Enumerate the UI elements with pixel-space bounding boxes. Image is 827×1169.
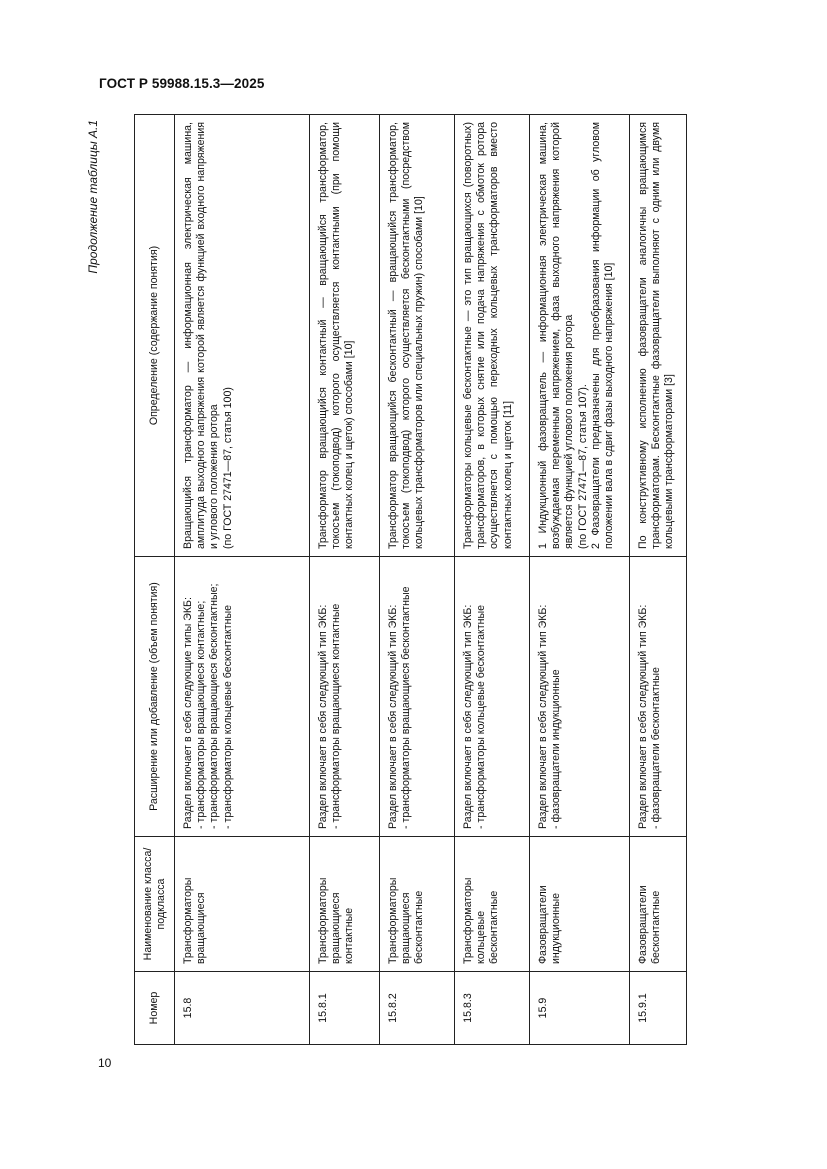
table-header-row — [135, 115, 175, 1045]
definition-line: Трансформатор вращающийся бесконтактный — вращающийся трансформатор, токосъем (токоподвод) которого осуществляется бесконтактными (посредством кольцевых трансформаторов или специальных пружин) способами [10] — [387, 122, 426, 549]
definition-line: Трансформаторы кольцевые бесконтактные — это тип вращающихся (поворотных) трансформаторов, в которых снятие или подача напряжения с обмоток ротора осуществляется с помощью переходных кольцевых трансформаторов вместо контактных колец и щеток [11] — [462, 122, 514, 549]
extension-line: Раздел включает в себя следующий тип ЭКБ: — [462, 604, 474, 829]
table-row — [630, 115, 687, 1045]
table-caption-wrapper — [84, 120, 103, 1050]
extension-line: - трансформаторы вращающиеся контактные; — [195, 600, 208, 829]
definition-line: (по ГОСТ 27471—87, статья 100) — [221, 387, 234, 549]
row-extension — [630, 557, 687, 837]
row-extension — [310, 557, 380, 837]
row-name: Трансформаторы вращающиеся бесконтактные — [380, 837, 455, 972]
extension-line: - трансформаторы вращающиеся бесконтактные; — [208, 583, 221, 829]
definition-line: 1 Индукционный фазовращатель — информационная электрическая машина, возбуждаемая переменным напряжением, фаза выходного напряжения которой является функцией углового положения ротора — [537, 122, 576, 549]
row-number: 15.9.1 — [630, 972, 687, 1045]
column-header-name: Наименование класса/ подкласса — [135, 837, 175, 972]
row-definition — [380, 115, 455, 557]
page-number: 10 — [98, 1056, 112, 1070]
table-row — [175, 115, 310, 1045]
row-number: 15.8.1 — [310, 972, 380, 1045]
document-title: ГОСТ Р 59988.15.3—2025 — [99, 76, 265, 91]
extension-line: - трансформаторы вращающиеся контактные — [330, 603, 343, 829]
column-header-number: Номер — [135, 972, 175, 1045]
row-name: Трансформаторы вращающиеся контактные — [310, 837, 380, 972]
row-number: 15.9 — [530, 972, 630, 1045]
column-header-definition: Определение (содержание понятия) — [135, 115, 175, 557]
extension-line: - фазовращатели индукционные — [550, 669, 563, 829]
column-header-extension: Расширение или добавление (объем понятия) — [135, 557, 175, 837]
table-row — [310, 115, 380, 1045]
definition-line: По конструктивному исполнению фазовращатели аналогичны вращающимся трансформаторам. Бесконтактные фазовращатели выполняют с одним или двумя кольцевыми трансформаторами [3] — [637, 122, 676, 549]
row-extension — [175, 557, 310, 837]
row-name: Трансформаторы кольцевые бесконтактные — [455, 837, 530, 972]
table-rotated-container — [134, 115, 684, 1045]
extension-line: Раздел включает в себя следующий тип ЭКБ: — [317, 604, 329, 829]
extension-line: Раздел включает в себя следующий тип ЭКБ: — [387, 604, 399, 829]
extension-line: Раздел включает в себя следующие типы ЭКБ: — [182, 597, 194, 829]
extension-line: - трансформаторы кольцевые бесконтактные — [221, 604, 234, 829]
row-extension — [530, 557, 630, 837]
classification-table — [134, 114, 687, 1045]
row-name: Фазовращатели бесконтактные — [630, 837, 687, 972]
table-row — [455, 115, 530, 1045]
row-definition — [630, 115, 687, 557]
row-name: Фазовращатели индукционные — [530, 837, 630, 972]
definition-line: Вращающийся трансформатор — информационная электрическая машина, амплитуда выходного напряжения которой является функцией входного напряжения и углового положения ротора — [182, 122, 221, 549]
definition-line: Трансформатор вращающийся контактный — вращающийся трансформатор, токосъем (токоподвод) которого осуществляется контактными (при помощи контактных колец и щеток) способами [10] — [317, 122, 356, 549]
table-row — [530, 115, 630, 1045]
table-row — [380, 115, 455, 1045]
row-number: 15.8 — [175, 972, 310, 1045]
row-name: Трансформаторы вращающиеся — [175, 837, 310, 972]
extension-line: - трансформаторы кольцевые бесконтактные — [475, 604, 488, 829]
row-number: 15.8.3 — [455, 972, 530, 1045]
row-extension — [380, 557, 455, 837]
row-definition — [455, 115, 530, 557]
row-number: 15.8.2 — [380, 972, 455, 1045]
extension-line: Раздел включает в себя следующий тип ЭКБ: — [537, 604, 549, 829]
definition-line: 2 Фазовращатели предназначены для преобразования информации об угловом положении вала в сдвиг фазы выходного напряжения [10] — [589, 122, 616, 549]
definition-line: (по ГОСТ 27471—87, статья 107). — [576, 384, 589, 549]
extension-line: - трансформаторы вращающиеся бесконтактные — [400, 586, 413, 829]
extension-line: Раздел включает в себя следующий тип ЭКБ: — [637, 604, 649, 829]
table-caption: Продолжение таблицы А.1 — [86, 120, 100, 274]
extension-line: - фазовращатели бесконтактные — [650, 667, 663, 829]
table-rotator — [134, 115, 684, 1045]
row-definition — [310, 115, 380, 557]
row-definition — [530, 115, 630, 557]
row-extension — [455, 557, 530, 837]
row-definition — [175, 115, 310, 557]
